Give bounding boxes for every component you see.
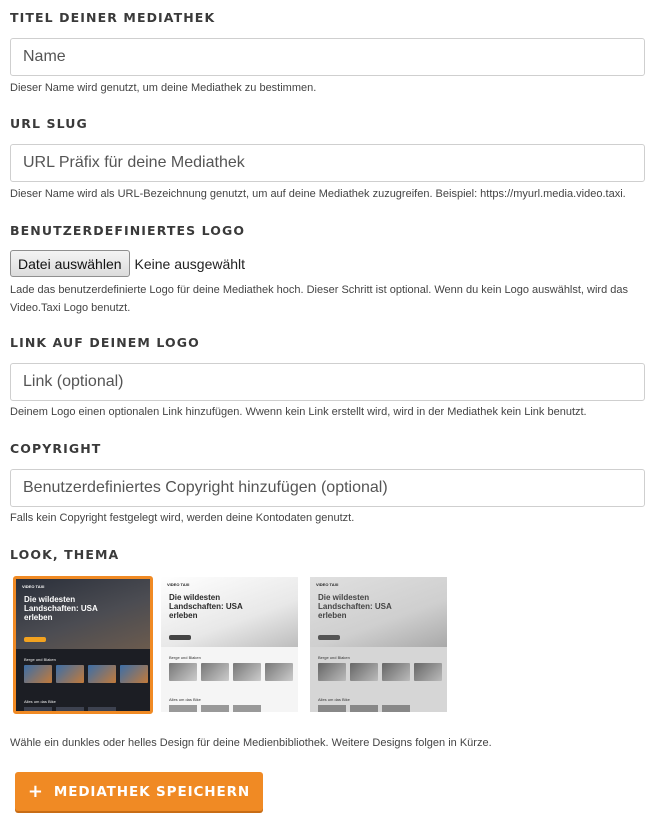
slug-label: URL SLUG	[10, 116, 88, 131]
thumbnail	[414, 663, 442, 681]
theme-row-title: Alles um das Bike	[24, 699, 56, 704]
thumbnail	[56, 707, 84, 714]
theme-thumbnails	[24, 707, 120, 714]
theme-label: LOOK, THEMA	[10, 547, 120, 562]
thumbnail	[201, 705, 229, 712]
theme-preview-button	[169, 635, 191, 640]
thumbnail	[120, 665, 148, 683]
thumbnail	[233, 663, 261, 681]
thumbnail	[24, 707, 52, 714]
plus-icon: +	[27, 780, 44, 802]
theme-option-light[interactable]	[161, 577, 298, 712]
thumbnail	[201, 663, 229, 681]
thumbnail	[350, 663, 378, 681]
theme-brand: VIDEO TAXI	[22, 584, 45, 589]
theme-brand: VIDEO TAXI	[316, 582, 339, 587]
thumbnail	[350, 705, 378, 712]
theme-row-title: Berge und Blaken	[169, 655, 201, 660]
theme-row-title: Berge und Blaken	[24, 657, 56, 662]
theme-thumbnails	[318, 705, 414, 712]
theme-thumbnails	[24, 665, 152, 683]
theme-thumbnails	[318, 663, 446, 681]
logo-hint: Lade das benutzerdefinierte Logo für deine Mediathek hoch. Dieser Schritt ist optional. Wenn du kein Logo auswählst, wird das Video.Taxi Logo benutzt.	[10, 284, 629, 314]
link-label: LINK AUF DEINEM LOGO	[10, 335, 200, 350]
thumbnail	[318, 705, 346, 712]
thumbnail	[265, 663, 293, 681]
link-input[interactable]	[10, 363, 645, 401]
theme-preview-title: Die wildesten Landschaften: USA erleben	[169, 593, 243, 620]
theme-preview-button	[24, 637, 46, 642]
thumbnail	[382, 663, 410, 681]
choose-file-button[interactable]: Datei auswählen	[10, 250, 130, 277]
theme-preview-title: Die wildesten Landschaften: USA erleben	[318, 593, 392, 620]
link-hint: Deinem Logo einen optionalen Link hinzufügen. Wwenn kein Link erstellt wird, wird in der Mediathek kein Link benutzt.	[10, 406, 587, 418]
logo-label: BENUTZERDEFINIERTES LOGO	[10, 223, 246, 238]
theme-option-gray[interactable]	[310, 577, 447, 712]
copyright-input[interactable]	[10, 469, 645, 507]
thumbnail	[318, 663, 346, 681]
slug-hint: Dieser Name wird als URL-Bezeichnung genutzt, um auf deine Mediathek zuzugreifen. Beispiel: https://myurl.media.video.taxi.	[10, 188, 626, 200]
theme-brand: VIDEO TAXI	[167, 582, 190, 587]
theme-preview-button	[318, 635, 340, 640]
theme-thumbnails	[169, 663, 297, 681]
theme-thumbnails	[169, 705, 265, 712]
theme-row-title: Alles um das Bike	[169, 697, 201, 702]
copyright-hint: Falls kein Copyright festgelegt wird, werden deine Kontodaten genutzt.	[10, 512, 355, 524]
theme-hint: Wähle ein dunkles oder helles Design für deine Medienbibliothek. Weitere Designs folgen in Kürze.	[10, 737, 492, 749]
theme-option-dark[interactable]	[13, 576, 153, 714]
title-input[interactable]	[10, 38, 645, 76]
thumbnail	[88, 707, 116, 714]
slug-input[interactable]	[10, 144, 645, 182]
copyright-label: COPYRIGHT	[10, 441, 102, 456]
title-label: TITEL DEINER MEDIATHEK	[10, 10, 216, 25]
title-hint: Dieser Name wird genutzt, um deine Mediathek zu bestimmen.	[10, 82, 317, 94]
thumbnail	[169, 705, 197, 712]
save-mediathek-button[interactable]	[15, 772, 263, 811]
theme-picker	[13, 577, 447, 714]
logo-file-picker	[10, 250, 245, 277]
save-button-label: MEDIATHEK SPEICHERN	[53, 783, 251, 800]
theme-row-title: Alles um das Bike	[318, 697, 350, 702]
thumbnail	[382, 705, 410, 712]
file-status: Keine ausgewählt	[134, 255, 246, 272]
thumbnail	[88, 665, 116, 683]
thumbnail	[169, 663, 197, 681]
thumbnail	[56, 665, 84, 683]
thumbnail	[24, 665, 52, 683]
theme-preview-title: Die wildesten Landschaften: USA erleben	[24, 595, 98, 622]
theme-row-title: Berge und Blaken	[318, 655, 350, 660]
thumbnail	[233, 705, 261, 712]
